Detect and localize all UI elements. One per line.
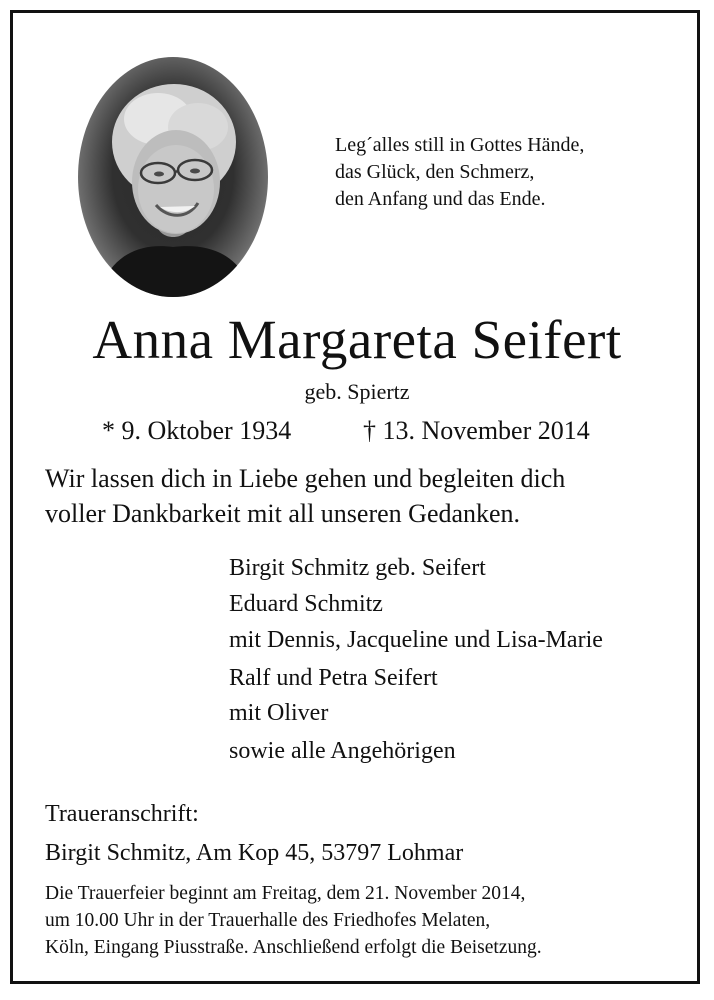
mourner-line: Birgit Schmitz geb. Seifert bbox=[229, 555, 486, 581]
memorial-quote bbox=[335, 132, 665, 213]
birth-name: geb. Spiertz bbox=[304, 379, 410, 404]
ceremony-line: um 10.00 Uhr in der Trauerhalle des Friedhofes Melaten, bbox=[45, 910, 491, 931]
mourning-address: Birgit Schmitz, Am Kop 45, 53797 Lohmar bbox=[45, 840, 464, 866]
farewell-message bbox=[45, 461, 685, 531]
mourner-line: Ralf und Petra Seifert bbox=[229, 665, 438, 691]
deceased-name: Anna Margareta Seifert bbox=[92, 309, 622, 370]
portrait-silhouette bbox=[78, 57, 268, 297]
address-label: Traueranschrift: bbox=[45, 801, 199, 827]
message-line: Wir lassen dich in Liebe gehen und begleiten dich bbox=[45, 464, 566, 493]
mourner-line: mit Dennis, Jacqueline und Lisa-Marie bbox=[229, 627, 603, 653]
portrait-photo bbox=[78, 57, 268, 297]
ceremony-line: Köln, Eingang Piusstraße. Anschließend erfolgt die Beisetzung. bbox=[45, 937, 542, 958]
mourner-line: sowie alle Angehörigen bbox=[229, 738, 456, 764]
mourner-line: Eduard Schmitz bbox=[229, 591, 383, 617]
quote-line: das Glück, den Schmerz, bbox=[335, 161, 535, 183]
death-date: † 13. November 2014 bbox=[363, 416, 590, 445]
message-line: voller Dankbarkeit mit all unseren Gedanken. bbox=[45, 499, 521, 528]
ceremony-info bbox=[45, 880, 685, 961]
quote-line: den Anfang und das Ende. bbox=[335, 188, 546, 210]
mourner-line: mit Oliver bbox=[229, 700, 329, 726]
quote-line: Leg´alles still in Gottes Hände, bbox=[335, 134, 585, 156]
life-dates bbox=[0, 415, 714, 447]
ceremony-line: Die Trauerfeier beginnt am Freitag, dem 21. November 2014, bbox=[45, 883, 526, 904]
birth-date: * 9. Oktober 1934 bbox=[102, 416, 292, 445]
